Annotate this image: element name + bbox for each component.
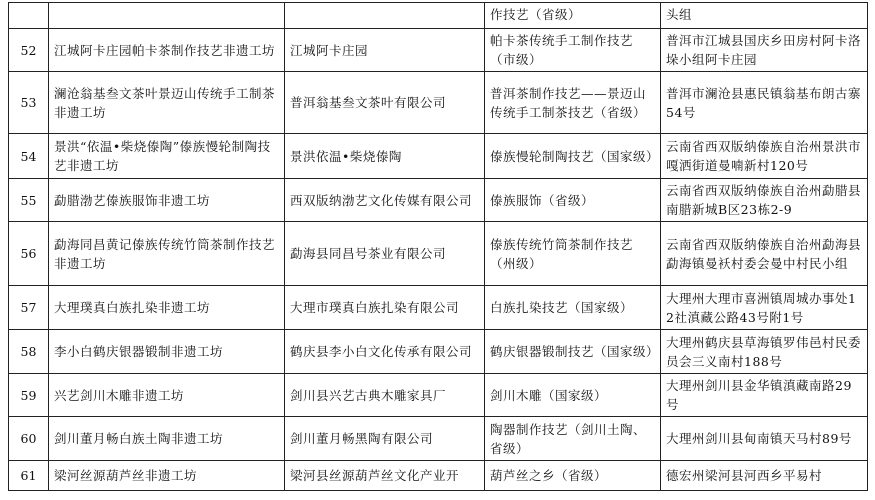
table-row (9, 374, 868, 417)
table-row (9, 179, 868, 222)
workshop-name-cell: 江城阿卡庄园帕卡茶制作技艺非遗工坊 (49, 29, 285, 72)
company-cell: 鹤庆县李小白文化传承有限公司 (285, 330, 485, 374)
row-number: 52 (9, 29, 49, 72)
company-cell: 勐海县同昌号茶业有限公司 (285, 222, 485, 286)
table-row (9, 3, 868, 29)
table-row (9, 72, 868, 134)
address-cell: 大理州剑川县甸南镇天马村89号 (661, 417, 868, 461)
address-cell: 云南省西双版纳傣族自治州勐海县勐海镇曼袄村委会曼中村民小组 (661, 222, 868, 286)
row-number: 54 (9, 134, 49, 179)
address-cell: 大理州大理市喜洲镇周城办事处12社滇藏公路43号附1号 (661, 286, 868, 330)
workshop-name-cell (49, 3, 285, 29)
skill-cell: 作技艺（省级） (485, 3, 661, 29)
row-number: 56 (9, 222, 49, 286)
skill-cell: 傣族慢轮制陶技艺（国家级） (485, 134, 661, 179)
table-row (9, 134, 868, 179)
table-row (9, 330, 868, 374)
heritage-workshop-table (8, 2, 868, 491)
skill-cell: 白族扎染技艺（国家级） (485, 286, 661, 330)
address-cell: 大理州剑川县金华镇滇藏南路29号 (661, 374, 868, 417)
row-number: 61 (9, 461, 49, 491)
company-cell: 普洱翁基叁文茶叶有限公司 (285, 72, 485, 134)
address-cell: 云南省西双版纳傣族自治州景洪市嘎洒街道曼喃新村120号 (661, 134, 868, 179)
workshop-name-cell: 剑川董月畅白族土陶非遗工坊 (49, 417, 285, 461)
row-number: 59 (9, 374, 49, 417)
row-number: 57 (9, 286, 49, 330)
company-cell: 景洪依温•柴烧傣陶 (285, 134, 485, 179)
workshop-name-cell: 景洪“依温•柴烧傣陶”傣族慢轮制陶技艺非遗工坊 (49, 134, 285, 179)
address-cell: 普洱市江城县国庆乡田房村阿卡洛垛小组阿卡庄园 (661, 29, 868, 72)
company-cell (285, 3, 485, 29)
workshop-name-cell: 李小白鹤庆银器锻制非遗工坊 (49, 330, 285, 374)
company-cell: 大理市璞真白族扎染有限公司 (285, 286, 485, 330)
address-cell: 德宏州梁河县河西乡平易村 (661, 461, 868, 491)
company-cell: 江城阿卡庄园 (285, 29, 485, 72)
skill-cell: 傣族服饰（省级） (485, 179, 661, 222)
company-cell: 剑川董月畅黑陶有限公司 (285, 417, 485, 461)
table-row (9, 417, 868, 461)
address-cell: 普洱市澜沧县惠民镇翁基布朗古寨54号 (661, 72, 868, 134)
company-cell: 梁河县丝源葫芦丝文化产业开 (285, 461, 485, 491)
skill-cell: 鹤庆银器锻制技艺（国家级） (485, 330, 661, 374)
company-cell: 西双版纳渤艺文化传媒有限公司 (285, 179, 485, 222)
row-number: 53 (9, 72, 49, 134)
table-row (9, 461, 868, 491)
workshop-name-cell: 勐海同昌黄记傣族传统竹筒茶制作技艺非遗工坊 (49, 222, 285, 286)
skill-cell: 普洱茶制作技艺——景迈山传统手工制茶技艺（省级） (485, 72, 661, 134)
workshop-name-cell: 勐腊渤艺傣族服饰非遗工坊 (49, 179, 285, 222)
skill-cell: 陶器制作技艺（剑川土陶、省级） (485, 417, 661, 461)
skill-cell: 傣族传统竹筒茶制作技艺（州级） (485, 222, 661, 286)
skill-cell: 剑川木雕（国家级） (485, 374, 661, 417)
workshop-name-cell: 梁河丝源葫芦丝非遗工坊 (49, 461, 285, 491)
skill-cell: 葫芦丝之乡（省级） (485, 461, 661, 491)
address-cell: 大理州鹤庆县草海镇罗伟邑村民委员会三义南村188号 (661, 330, 868, 374)
workshop-name-cell: 兴艺剑川木雕非遗工坊 (49, 374, 285, 417)
workshop-name-cell: 大理璞真白族扎染非遗工坊 (49, 286, 285, 330)
row-number: 55 (9, 179, 49, 222)
workshop-name-cell: 澜沧翁基叁文茶叶景迈山传统手工制茶非遗工坊 (49, 72, 285, 134)
row-number (9, 3, 49, 29)
row-number: 58 (9, 330, 49, 374)
row-number: 60 (9, 417, 49, 461)
company-cell: 剑川县兴艺古典木雕家具厂 (285, 374, 485, 417)
table-row (9, 286, 868, 330)
table-row (9, 29, 868, 72)
skill-cell: 帕卡茶传统手工制作技艺（市级） (485, 29, 661, 72)
table-row (9, 222, 868, 286)
address-cell: 头组 (661, 3, 868, 29)
address-cell: 云南省西双版纳傣族自治州勐腊县南腊新城B区23栋2-9 (661, 179, 868, 222)
